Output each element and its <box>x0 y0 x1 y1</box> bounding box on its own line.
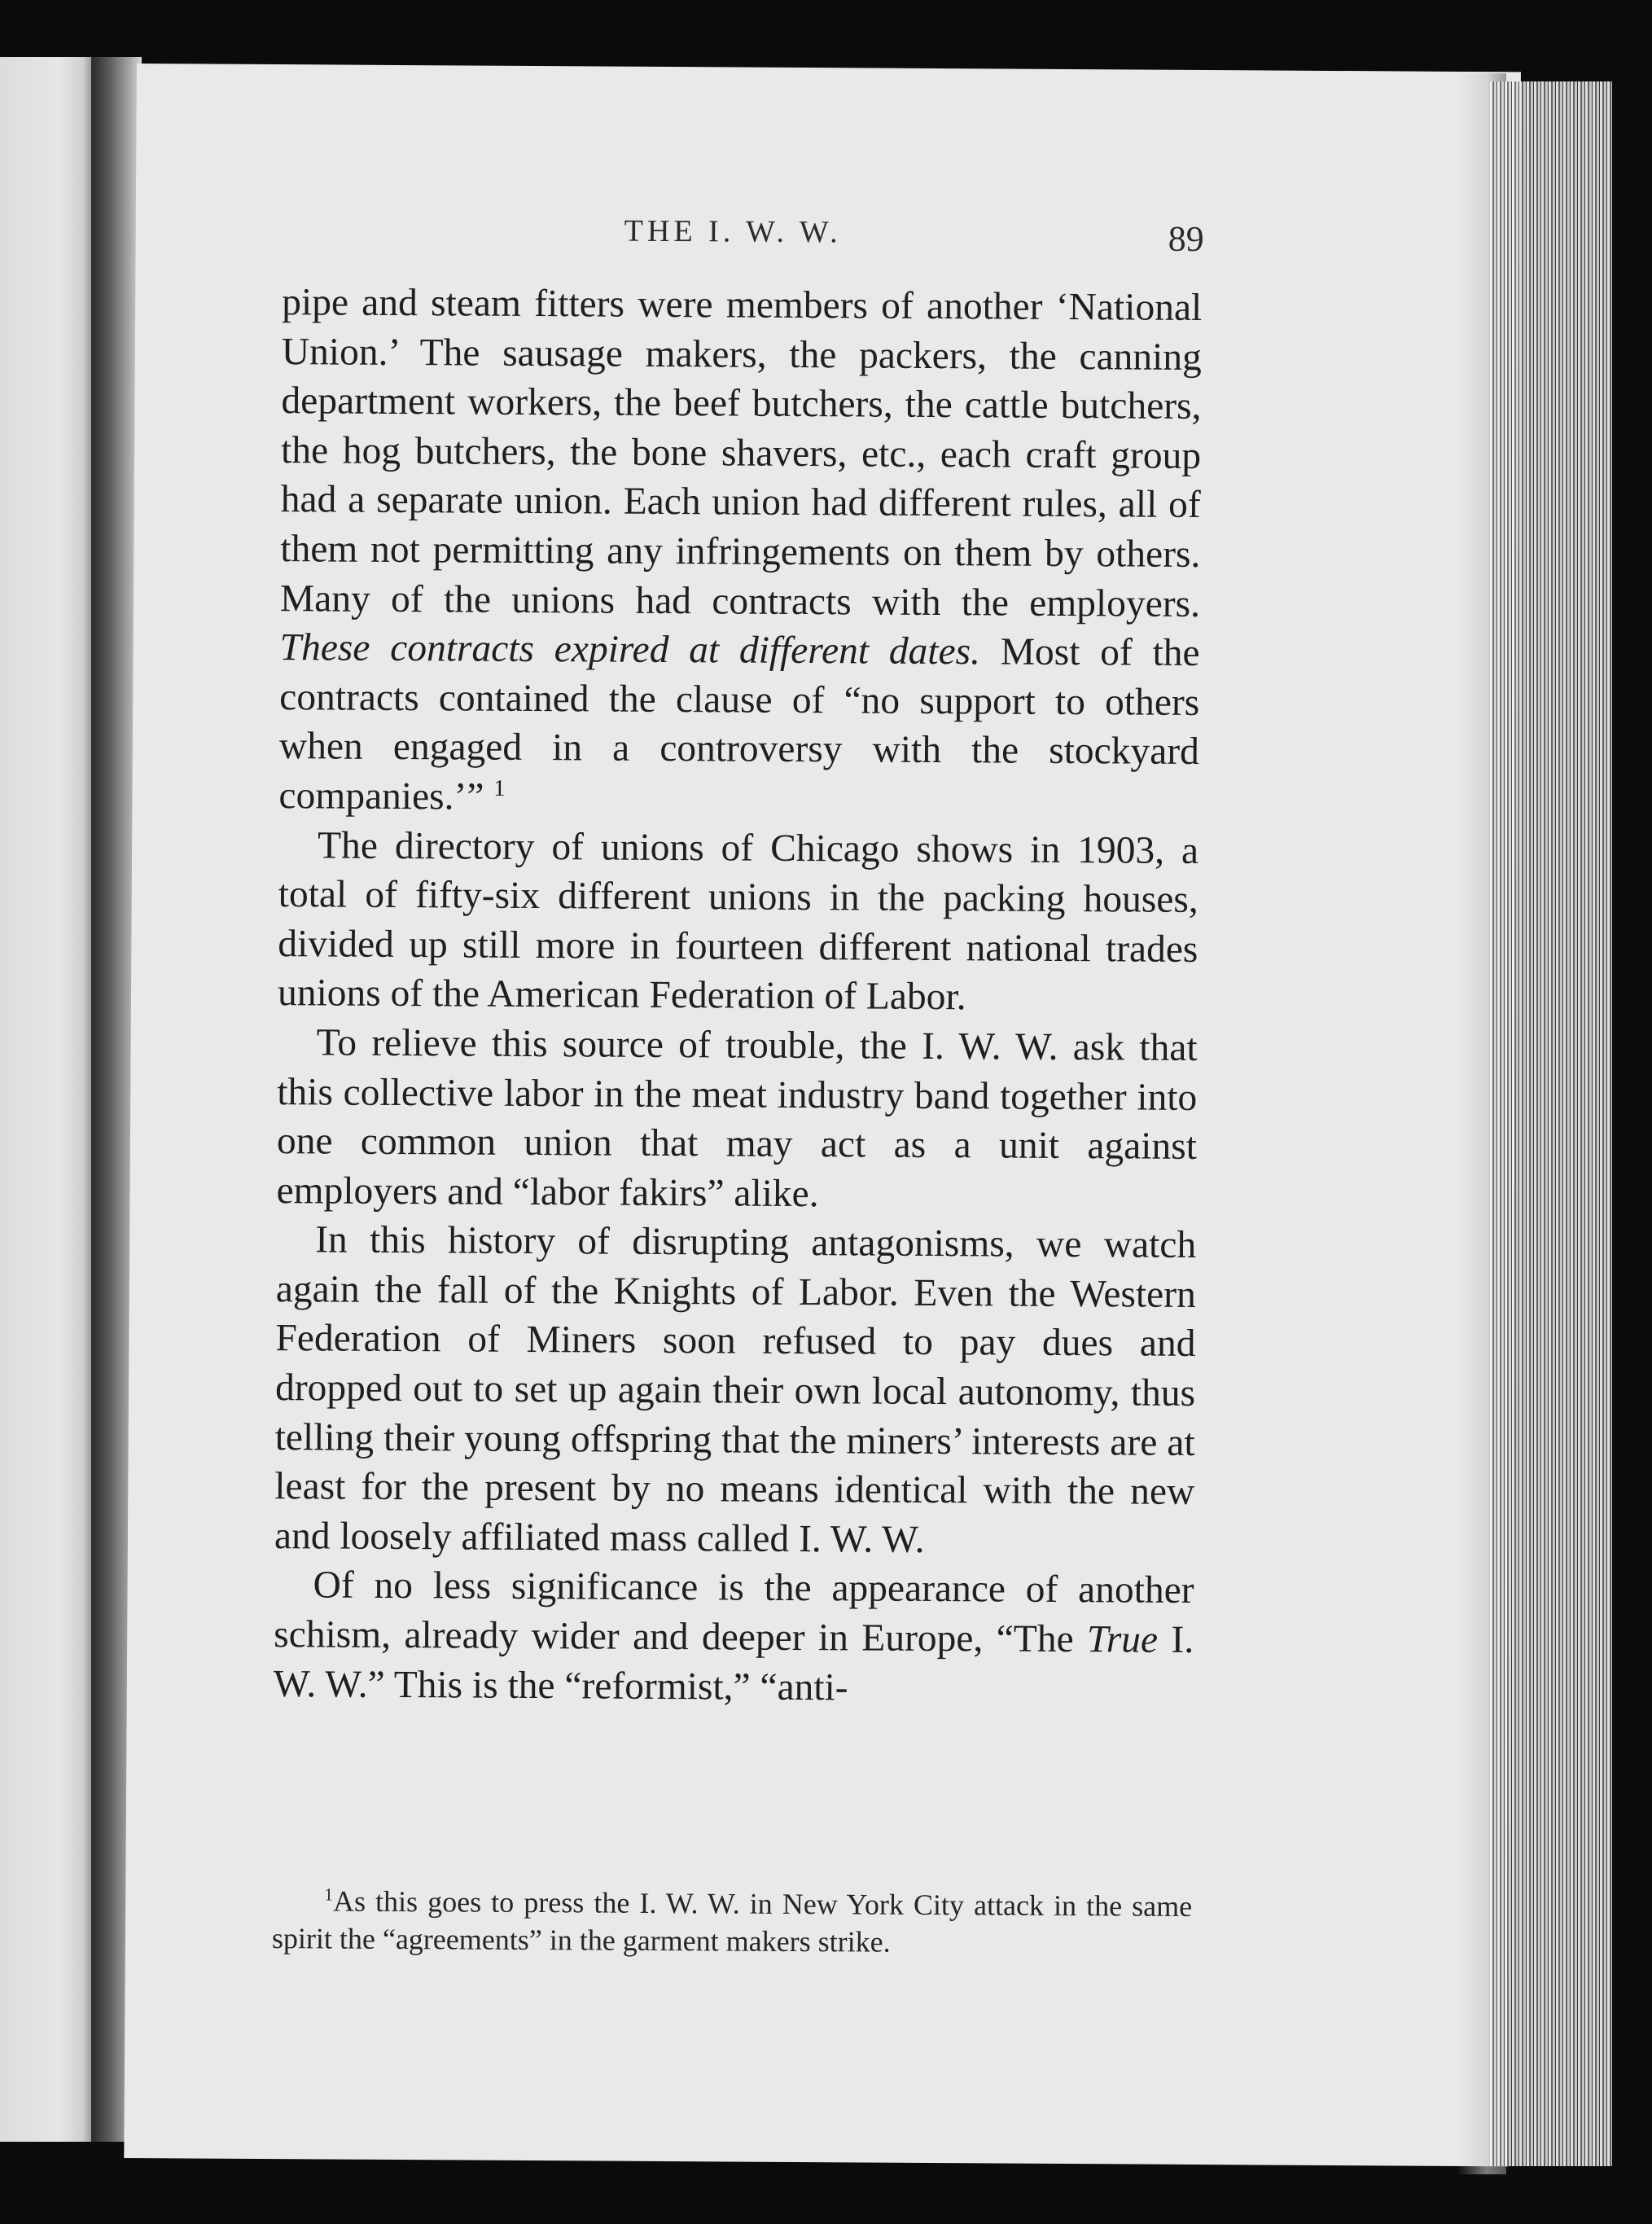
body-text <box>274 278 1203 1714</box>
footnote-paragraph <box>272 1882 1193 1963</box>
paragraph-5-italic: True <box>1086 1618 1159 1661</box>
page-header <box>135 210 1519 275</box>
paragraph-5-text-b: I. W. W.” This is the “reformist,” “anti- <box>273 1618 1194 1709</box>
footnote-marker: 1 <box>324 1884 334 1905</box>
page-fore-edge <box>1490 81 1612 2166</box>
paragraph-1-text-a: pipe and steam fitters were members of another ‘National Union.’ The sausage makers, the packers, the canning department workers, the beef butchers, the cattle butchers, the hog butchers, the bone shavers, etc., each craft group had a separate union. Each union had different rules, all of them not permitting any infringements on them by others. Many of the unions had contracts with the employers. <box>279 281 1203 625</box>
page-number: 89 <box>1168 218 1204 260</box>
footnote <box>272 1882 1193 1963</box>
book-page <box>124 64 1521 2166</box>
paragraph-1-italic: These contracts expired at different dates. <box>279 626 981 673</box>
footnote-reference: 1 <box>493 775 506 801</box>
running-title: THE I. W. W. <box>624 213 842 250</box>
footnote-text: As this goes to press the I. W. W. in New York City attack in the same spirit the “agreements” in the garment makers strike. <box>271 1884 1193 1959</box>
facing-page-edge <box>0 57 98 2142</box>
paragraph-5-text-a: Of no less significance is the appearance of another schism, already wider and deeper in Europe, “The <box>274 1564 1194 1661</box>
paragraph-1-text-b: Most of the contracts contained the clause of “no support to others when engaged in a controversy with the stockyard companies.’” <box>278 630 1200 818</box>
paragraph-5 <box>274 1561 1194 1715</box>
paragraph-1 <box>278 278 1202 826</box>
paragraph-2: The directory of unions of Chicago shows in 1903, a total of fifty-six different unions in the packing houses, divided up still more in fourteen different national trades unions of the American Federation of Labor. <box>277 823 1199 1019</box>
paragraph-4: In this history of disrupting antagonisms, we watch again the fall of the Knights of Labor. Even the Western Federation of Miners soon refused to pay dues and dropped out to set up again their own local autonomy, thus telling their young offspring that the miners’ interests are at least for the present by no means identical with the new and loosely affiliated mass called I. W. W. <box>274 1218 1197 1561</box>
paragraph-3: To relieve this source of trouble, the I. W. W. ask that this collective labor in the meat industry band together into one common union that may act as a unit against employers and “labor fakirs” alike. <box>276 1021 1198 1215</box>
